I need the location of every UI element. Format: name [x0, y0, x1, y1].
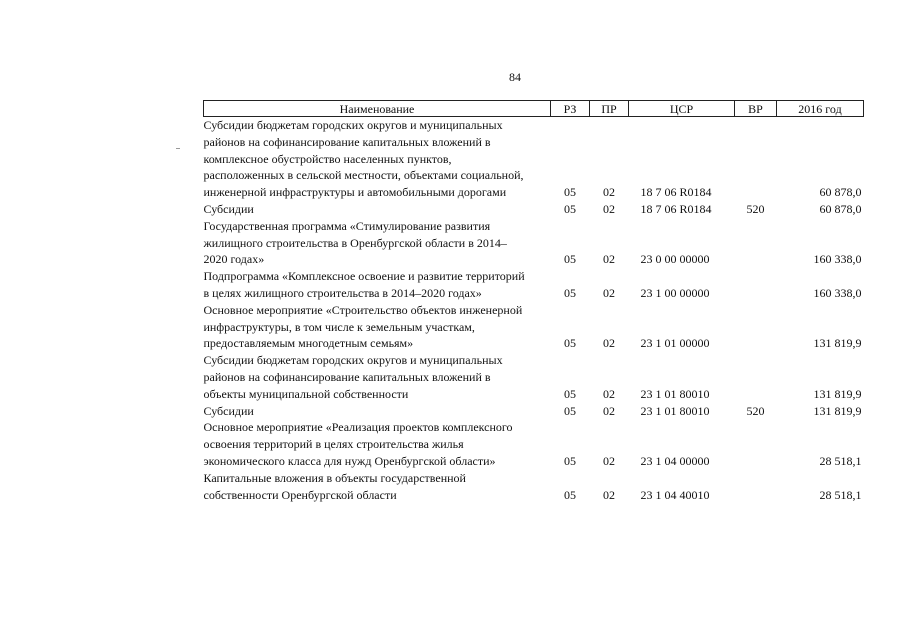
row-vr: [735, 218, 777, 268]
row-name-line: предоставляемым многодетным семьям»: [203, 336, 414, 351]
table-row: [204, 470, 864, 504]
row-name-line: Субсидии бюджетам городских округов и муниципальных: [203, 118, 503, 132]
row-pr: 02: [603, 487, 615, 502]
row-pr: 02: [603, 252, 615, 267]
row-csr: 23 1 01 00000: [640, 336, 710, 351]
row-name: [204, 218, 551, 268]
table-row: [204, 302, 864, 352]
row-vr: 520: [746, 403, 765, 418]
row-pr: 02: [603, 185, 615, 200]
row-name-line: инфраструктуры, в том числе к земельным участкам,: [203, 319, 475, 334]
row-vr: [735, 419, 777, 469]
header-rz: РЗ: [551, 101, 590, 117]
row-pr: 02: [603, 386, 615, 401]
row-pr: 02: [603, 201, 615, 216]
table-row: [204, 268, 864, 302]
row-csr: 23 1 01 80010: [640, 403, 710, 418]
row-name: [204, 117, 551, 201]
table-row: [204, 419, 864, 469]
row-name-line: Основное мероприятие «Реализация проектов комплексного: [203, 420, 513, 435]
header-csr: ЦСР: [629, 101, 735, 117]
row-rz: 05: [564, 201, 576, 216]
row-name: [204, 419, 551, 469]
row-csr: 23 1 00 00000: [640, 285, 710, 300]
row-csr: 23 1 01 80010: [640, 386, 710, 401]
row-vr: [735, 352, 777, 402]
row-name-line: Подпрограмма «Комплексное освоение и развитие территорий: [203, 269, 525, 284]
row-name: [204, 470, 551, 504]
row-name-line: жилищного строительства в Оренбургской области в 2014–: [203, 235, 507, 250]
row-rz: 05: [564, 453, 576, 468]
row-pr: 02: [603, 285, 615, 300]
row-name-line: Субсидии: [203, 201, 254, 216]
row-rz: 05: [564, 386, 576, 401]
table-row: [204, 117, 864, 201]
row-vr: [735, 117, 777, 201]
row-name-line: комплексное обустройство населенных пунктов,: [203, 151, 452, 166]
row-vr: [735, 470, 777, 504]
row-name-line: районов на софинансирование капитальных вложений в: [203, 134, 491, 149]
row-sum: 131 819,9: [813, 403, 862, 418]
row-rz: 05: [564, 336, 576, 351]
row-pr: 02: [603, 403, 615, 418]
row-name-line: Государственная программа «Стимулирование развития: [203, 218, 491, 233]
row-pr: 02: [603, 336, 615, 351]
table-row: [204, 201, 864, 218]
row-rz: 05: [564, 403, 576, 418]
row-name-line: 2020 годах»: [203, 252, 265, 267]
row-csr: 23 0 00 00000: [640, 252, 710, 267]
row-sum: 28 518,1: [819, 487, 862, 502]
row-sum: 28 518,1: [819, 453, 862, 468]
row-name: [204, 201, 551, 218]
table-header-row: [204, 101, 864, 117]
row-csr: 18 7 06 R0184: [640, 201, 712, 216]
row-sum: 131 819,9: [813, 336, 862, 351]
row-name-line: инженерной инфраструктуры и автомобильными дорогами: [203, 185, 507, 200]
row-sum: 131 819,9: [813, 386, 862, 401]
header-pr: ПР: [590, 101, 629, 117]
table-row: [204, 403, 864, 420]
row-name-line: районов на софинансирование капитальных вложений в: [203, 369, 491, 384]
row-pr: 02: [603, 453, 615, 468]
row-name-line: Субсидии: [203, 403, 254, 418]
row-name-line: объекты муниципальной собственности: [203, 386, 409, 401]
row-vr: [735, 268, 777, 302]
row-csr: 23 1 04 40010: [640, 487, 710, 502]
table-body: [204, 117, 864, 504]
table-row: [204, 218, 864, 268]
row-name-line: в целях жилищного строительства в 2014–2020 годах»: [203, 285, 482, 300]
page-number: 84: [509, 70, 521, 84]
row-name-line: Субсидии бюджетам городских округов и муниципальных: [203, 353, 503, 368]
row-name: [204, 268, 551, 302]
row-sum: 60 878,0: [819, 185, 862, 200]
margin-mark: [176, 148, 180, 149]
row-vr: [735, 302, 777, 352]
header-vr: ВР: [735, 101, 777, 117]
row-csr: 23 1 04 00000: [640, 453, 710, 468]
row-vr: 520: [746, 201, 765, 216]
row-csr: 18 7 06 R0184: [640, 185, 712, 200]
row-rz: 05: [564, 285, 576, 300]
row-name: [204, 352, 551, 402]
row-rz: 05: [564, 252, 576, 267]
row-rz: 05: [564, 487, 576, 502]
row-rz: 05: [564, 185, 576, 200]
row-name-line: собственности Оренбургской области: [203, 487, 397, 502]
row-sum: 160 338,0: [813, 285, 862, 300]
row-name-line: Капитальные вложения в объекты государственной: [203, 470, 466, 485]
row-name-line: расположенных в сельской местности, объектами социальной,: [203, 168, 524, 183]
row-name-line: экономического класса для нужд Оренбургской области»: [203, 453, 496, 468]
row-sum: 160 338,0: [813, 252, 862, 267]
header-name: Наименование: [204, 101, 551, 117]
row-name-line: освоения территорий в целях строительства жилья: [203, 437, 464, 452]
budget-table: [203, 100, 864, 503]
row-name: [204, 403, 551, 420]
row-name-line: Основное мероприятие «Строительство объектов инженерной: [203, 302, 523, 317]
table-row: [204, 352, 864, 402]
header-sum: 2016 год: [777, 101, 864, 117]
row-name: [204, 302, 551, 352]
row-sum: 60 878,0: [819, 201, 862, 216]
